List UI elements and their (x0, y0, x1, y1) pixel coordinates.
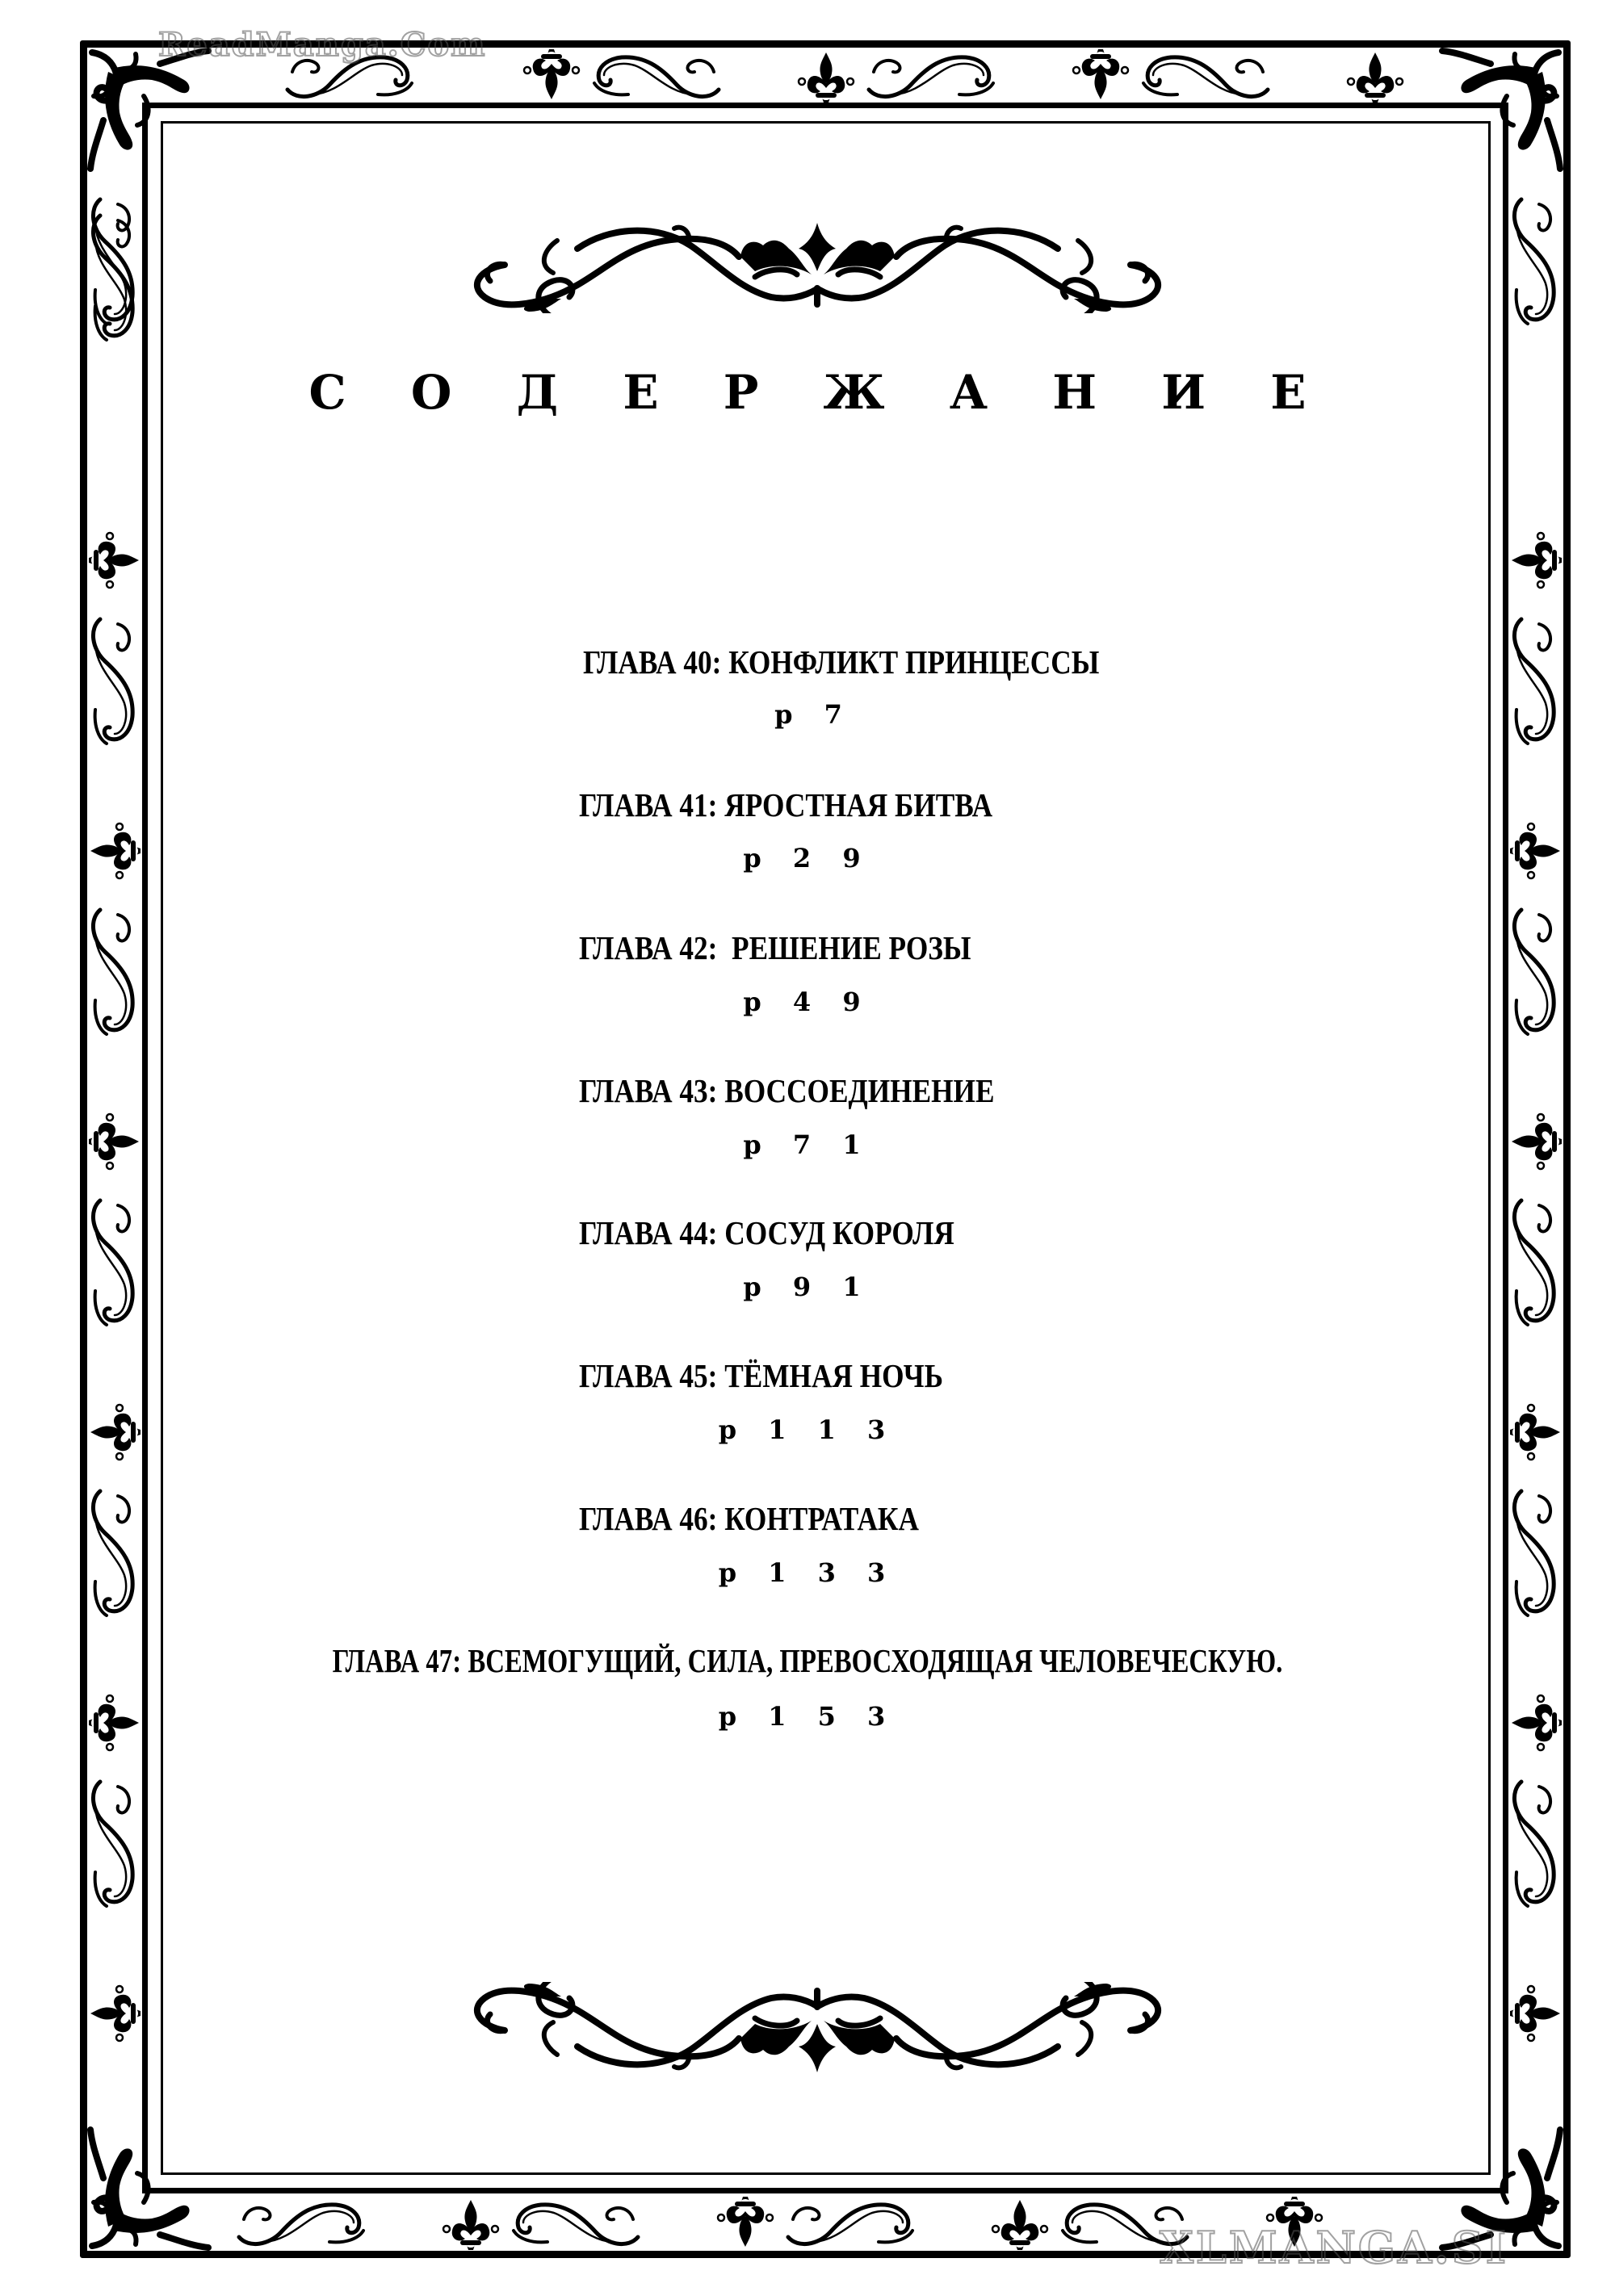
flourish-divider-bottom-icon (448, 1982, 1187, 2087)
toc-entry-page-40: p 7 (774, 699, 854, 730)
toc-entry-heading-41[interactable]: ГЛАВА 41: ЯРОСТНАЯ БИТВА (579, 786, 993, 823)
toc-entry-page-45: p 1 1 3 (718, 1414, 897, 1445)
toc-entry-heading-47[interactable]: ГЛАВА 47: ВСЕМОГУЩИЙ, СИЛА, ПРЕВОСХОДЯЩАЯ ЧЕЛОВЕЧЕСКУЮ. (332, 1642, 1283, 1679)
toc-entry-page-41: p 2 9 (743, 843, 872, 874)
toc-entry-page-44: p 9 1 (743, 1272, 872, 1302)
toc-entry-heading-44[interactable]: ГЛАВА 44: СОСУД КОРОЛЯ (579, 1214, 954, 1251)
toc-entry-page-47: p 1 5 3 (718, 1701, 897, 1732)
toc-entry-heading-42[interactable]: ГЛАВА 42: РЕШЕНИЕ РОЗЫ (579, 929, 971, 966)
toc-entry-heading-45[interactable]: ГЛАВА 45: ТЁМНАЯ НОЧЬ (579, 1357, 943, 1394)
toc-entry-page-43: p 7 1 (743, 1129, 872, 1160)
page-title: С О Д Е Р Ж А Н И Е (308, 365, 1331, 420)
toc-entry-heading-43[interactable]: ГЛАВА 43: ВОССОЕДИНЕНИЕ (579, 1072, 995, 1109)
watermark-bottom: XLMANGA.SI (1160, 2222, 1508, 2273)
toc-entry-page-46: p 1 3 3 (718, 1557, 897, 1588)
toc-entry-heading-46[interactable]: ГЛАВА 46: КОНТРАТАКА (579, 1500, 919, 1537)
toc-entry-page-42: p 4 9 (743, 987, 872, 1017)
toc-entry-heading-40[interactable]: ГЛАВА 40: КОНФЛИКТ ПРИНЦЕССЫ (583, 643, 1100, 681)
watermark-top: ReadManga.Com (158, 26, 487, 64)
